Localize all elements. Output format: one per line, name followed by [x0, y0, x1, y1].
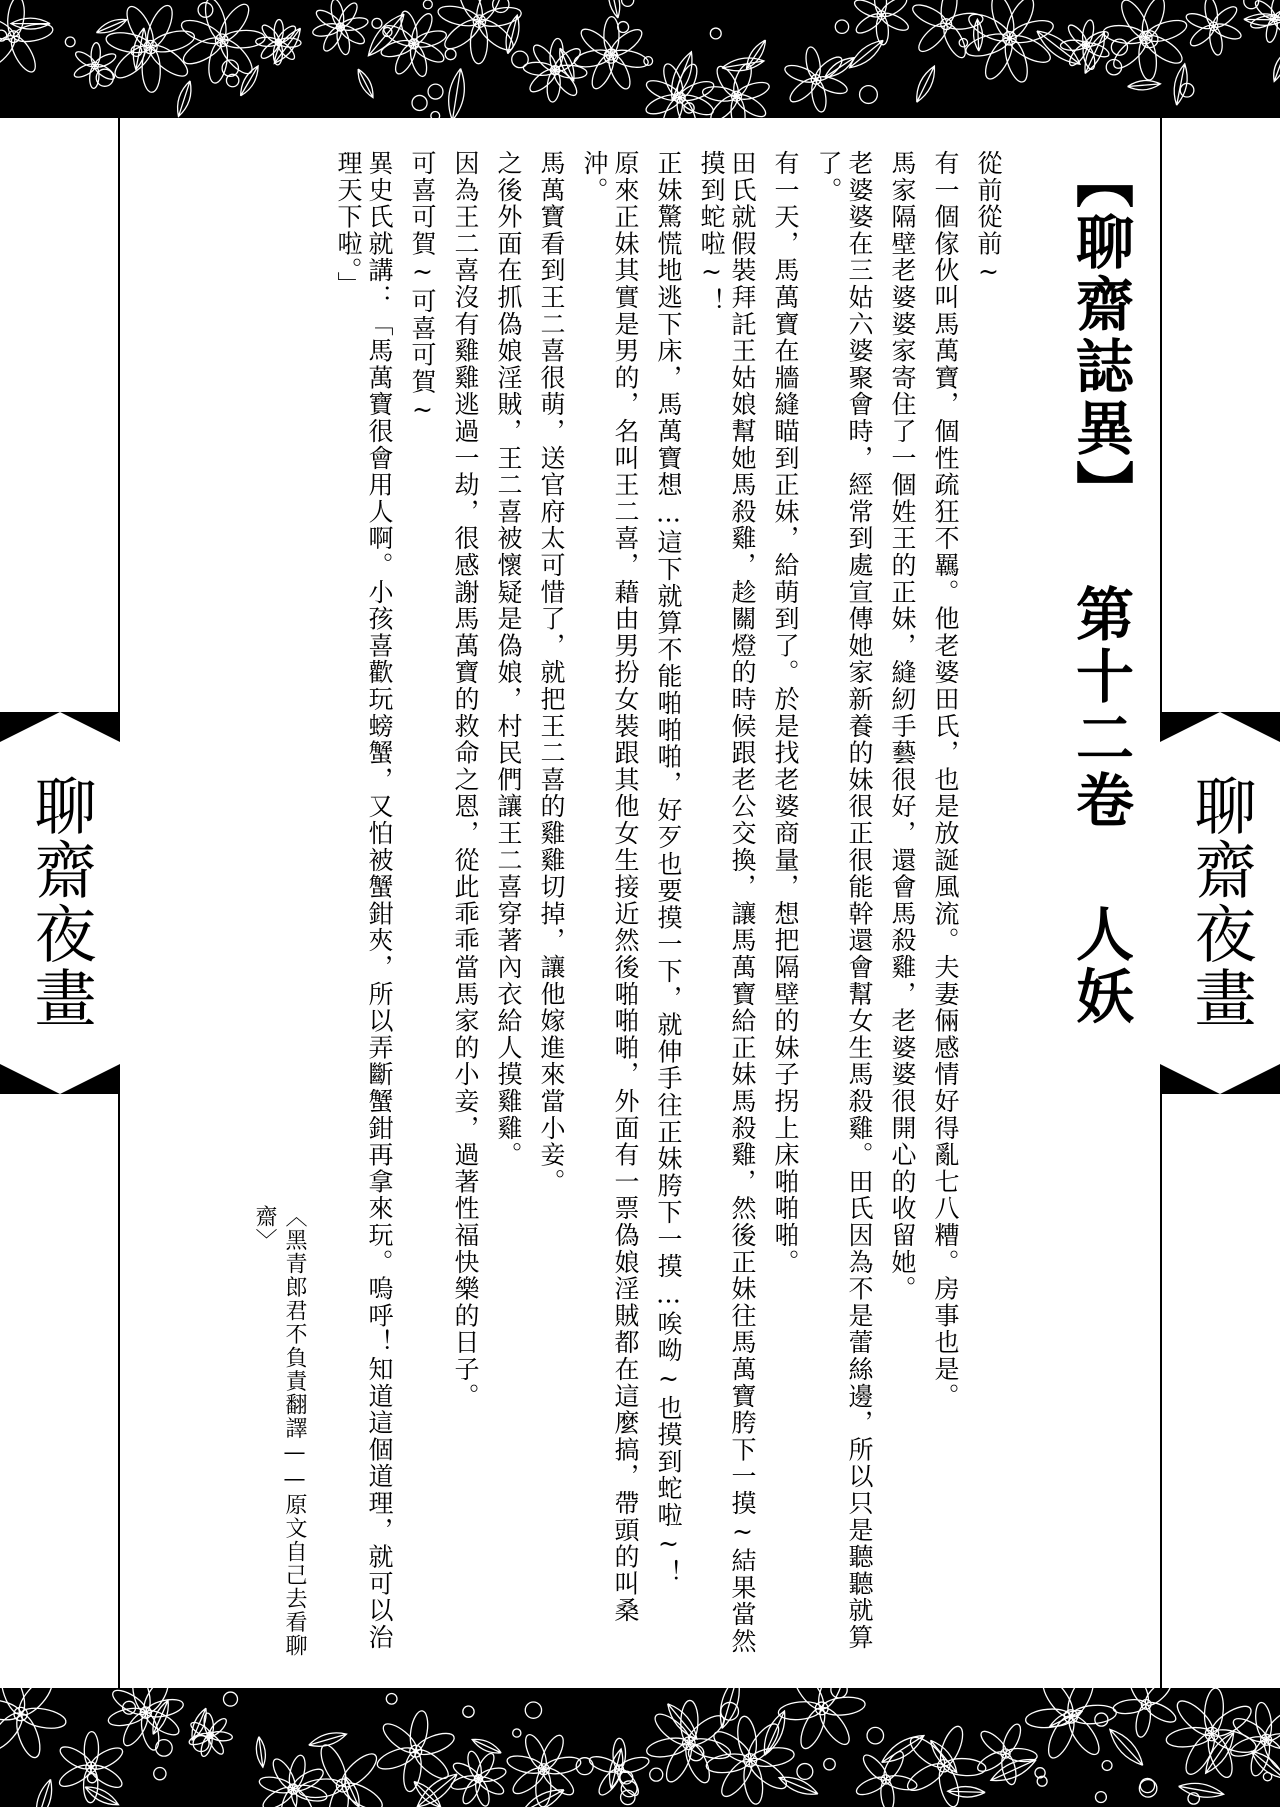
- paragraph: 正妹驚慌地逃下床，馬萬寶想…這下就算不能啪啪啪，好歹也要摸一下，就伸手往正妹胯下一摸…唉呦~也摸到蛇啦~！: [654, 150, 683, 1587]
- paragraph: 之後外面在抓偽娘淫賊，王二喜被懷疑是偽娘，村民們讓王二喜穿著內衣給人摸雞雞。: [494, 150, 523, 1169]
- paragraph: 有一個傢伙叫馬萬寶，個性疏狂不羈。他老婆田氏，也是放誕風流。夫妻倆感情好得亂七八糟。房事也是。: [931, 150, 960, 1410]
- paragraph: 馬家隔壁老婆婆家寄住了一個姓王的正妹，縫紉手藝很好，還會馬殺雞，老婆婆很開心的收留她。: [888, 150, 917, 1303]
- floral-border-top: [0, 0, 1280, 118]
- floral-border-bottom: [0, 1688, 1280, 1807]
- volume-title: 第十二卷: [1066, 584, 1134, 832]
- paragraph: 馬萬寶看到王二喜很萌，送官府太可惜了，就把王二喜的雞雞切掉，讓他嫁進來當小妾。: [537, 150, 566, 1196]
- story-text: [140, 150, 1140, 1670]
- paragraph: 異史氏就講：「馬萬寶很會用人啊。小孩喜歡玩螃蟹，又怕被蟹鉗夾，所以弄斷蟹鉗再拿來玩。嗚呼！知道這個道理，就可以治理天下啦。」: [334, 150, 394, 1651]
- paragraph: 老婆婆在三姑六婆聚會時，經常到處宣傳她家新養的妹很正很能幹還會幫女生馬殺雞。田氏因為不是蕾絲邊，所以只是聽聽就算了。: [814, 150, 874, 1651]
- paragraph: 從前從前~: [974, 150, 1003, 288]
- series-title: 【聊齋誌異】: [1066, 150, 1134, 522]
- side-banner-right: [1160, 712, 1280, 1094]
- paragraph: 有一天，馬萬寶在牆縫瞄到正妹，給萌到了。於是找老婆商量，想把隔壁的妹子拐上床啪啪啪。: [771, 150, 800, 1276]
- story-title: 人妖: [1066, 904, 1134, 1028]
- banner-text: 聊齋夜畫: [1184, 774, 1257, 1030]
- paragraph: 原來正妹其實是男的，名叫王二喜，藉由男扮女裝跟其他女生接近然後啪啪啪，外面有一票偽娘淫賊都在這麼搞，帶頭的叫桑沖。: [580, 150, 640, 1624]
- paragraph: 因為王二喜沒有雞雞逃過一劫，很感謝馬萬寶的救命之恩，從此乖乖當馬家的小妾，過著性福快樂的日子。: [451, 150, 480, 1410]
- paragraph: 田氏就假裝拜託王姑娘幫她馬殺雞，趁關燈的時候跟老公交換，讓馬萬寶給正妹馬殺雞，然後正妹往馬萬寶胯下一摸~結果當然摸到蛇啦~！: [697, 150, 757, 1655]
- paragraph: 可喜可賀~可喜可賀~: [408, 150, 437, 426]
- page-title: [1060, 150, 1140, 1670]
- translator-note: 〈黑青郎君不負責翻譯——原文自己去看聊齋〉: [252, 1205, 307, 1658]
- side-banner-left: [0, 712, 120, 1094]
- banner-text: 聊齋夜畫: [24, 774, 97, 1030]
